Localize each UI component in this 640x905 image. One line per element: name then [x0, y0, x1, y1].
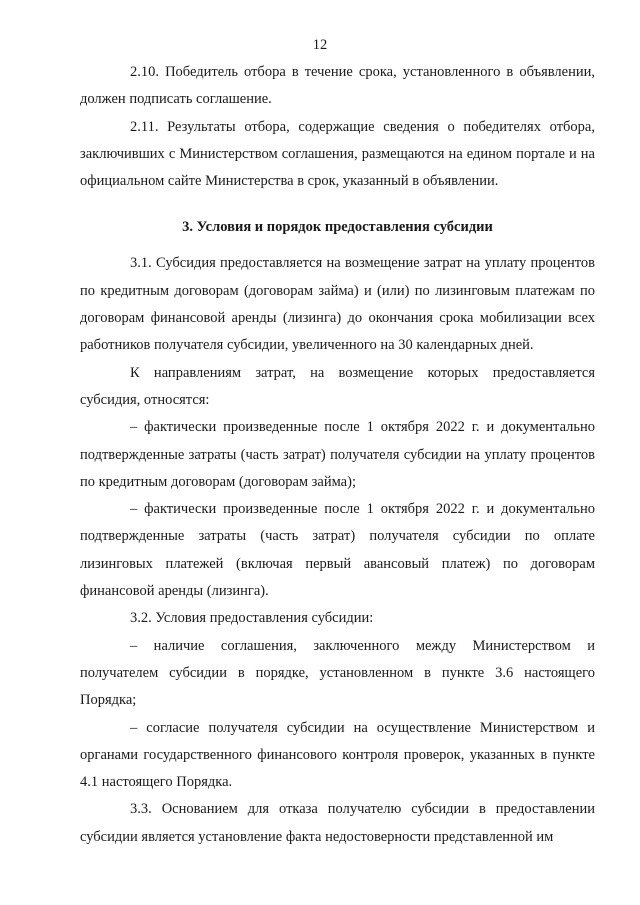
- list-item-consent: – согласие получателя субсидии на осуществление Министерством и органами государственного финансового контроля проверок, указанных в пункте 4.1 настоящего Порядка.: [80, 719, 595, 791]
- document-body: [80, 59, 595, 851]
- list-item-interest-costs: – фактически произведенные после 1 октября 2022 г. и документально подтвержденные затраты (часть затрат) получателя субсидии на уплату процентов по кредитным договорам (договорам займа);: [80, 419, 595, 490]
- list-item-leasing-costs: – фактически произведенные после 1 октября 2022 г. и документально подтвержденные затраты (часть затрат) получателя субсидии по оплате лизинговых платежей (включая первый авансовый платеж) по договорам финансовой аренды (лизинга).: [80, 501, 595, 600]
- list-item-agreement: – наличие соглашения, заключенного между Министерством и получателем субсидии в порядке, установленном в пункте 3.6 настоящего Порядка;: [80, 637, 595, 709]
- paragraph-2-10: 2.10. Победитель отбора в течение срока, установленного в объявлении, должен подписать соглашение.: [80, 64, 595, 108]
- paragraph-2-11: 2.11. Результаты отбора, содержащие сведения о победителях отбора, заключивших с Министерством соглашения, размещаются на едином портале и на официальном сайте Министерства в срок, указанный в объявлении.: [80, 118, 595, 190]
- paragraph-3-3: 3.3. Основанием для отказа получателю субсидии в предоставлении субсидии является установление факта недостоверности представленной им: [80, 801, 595, 845]
- page-number: 12: [312, 37, 328, 53]
- paragraph-3-1: 3.1. Субсидия предоставляется на возмещение затрат на уплату процентов по кредитным договорам (договорам займа) и (или) по лизинговым платежам по договорам финансовой аренды (лизинга) до окончания срока мобилизации всех работников получателя субсидии, увеличенного на 30 календарных дней.: [80, 255, 595, 354]
- paragraph-3-2: 3.2. Условия предоставления субсидии:: [130, 610, 374, 627]
- section-heading: 3. Условия и порядок предоставления субсидии: [182, 219, 493, 236]
- paragraph-cost-directions: К направлениям затрат, на возмещение которых предоставляется субсидия, относятся:: [80, 364, 595, 408]
